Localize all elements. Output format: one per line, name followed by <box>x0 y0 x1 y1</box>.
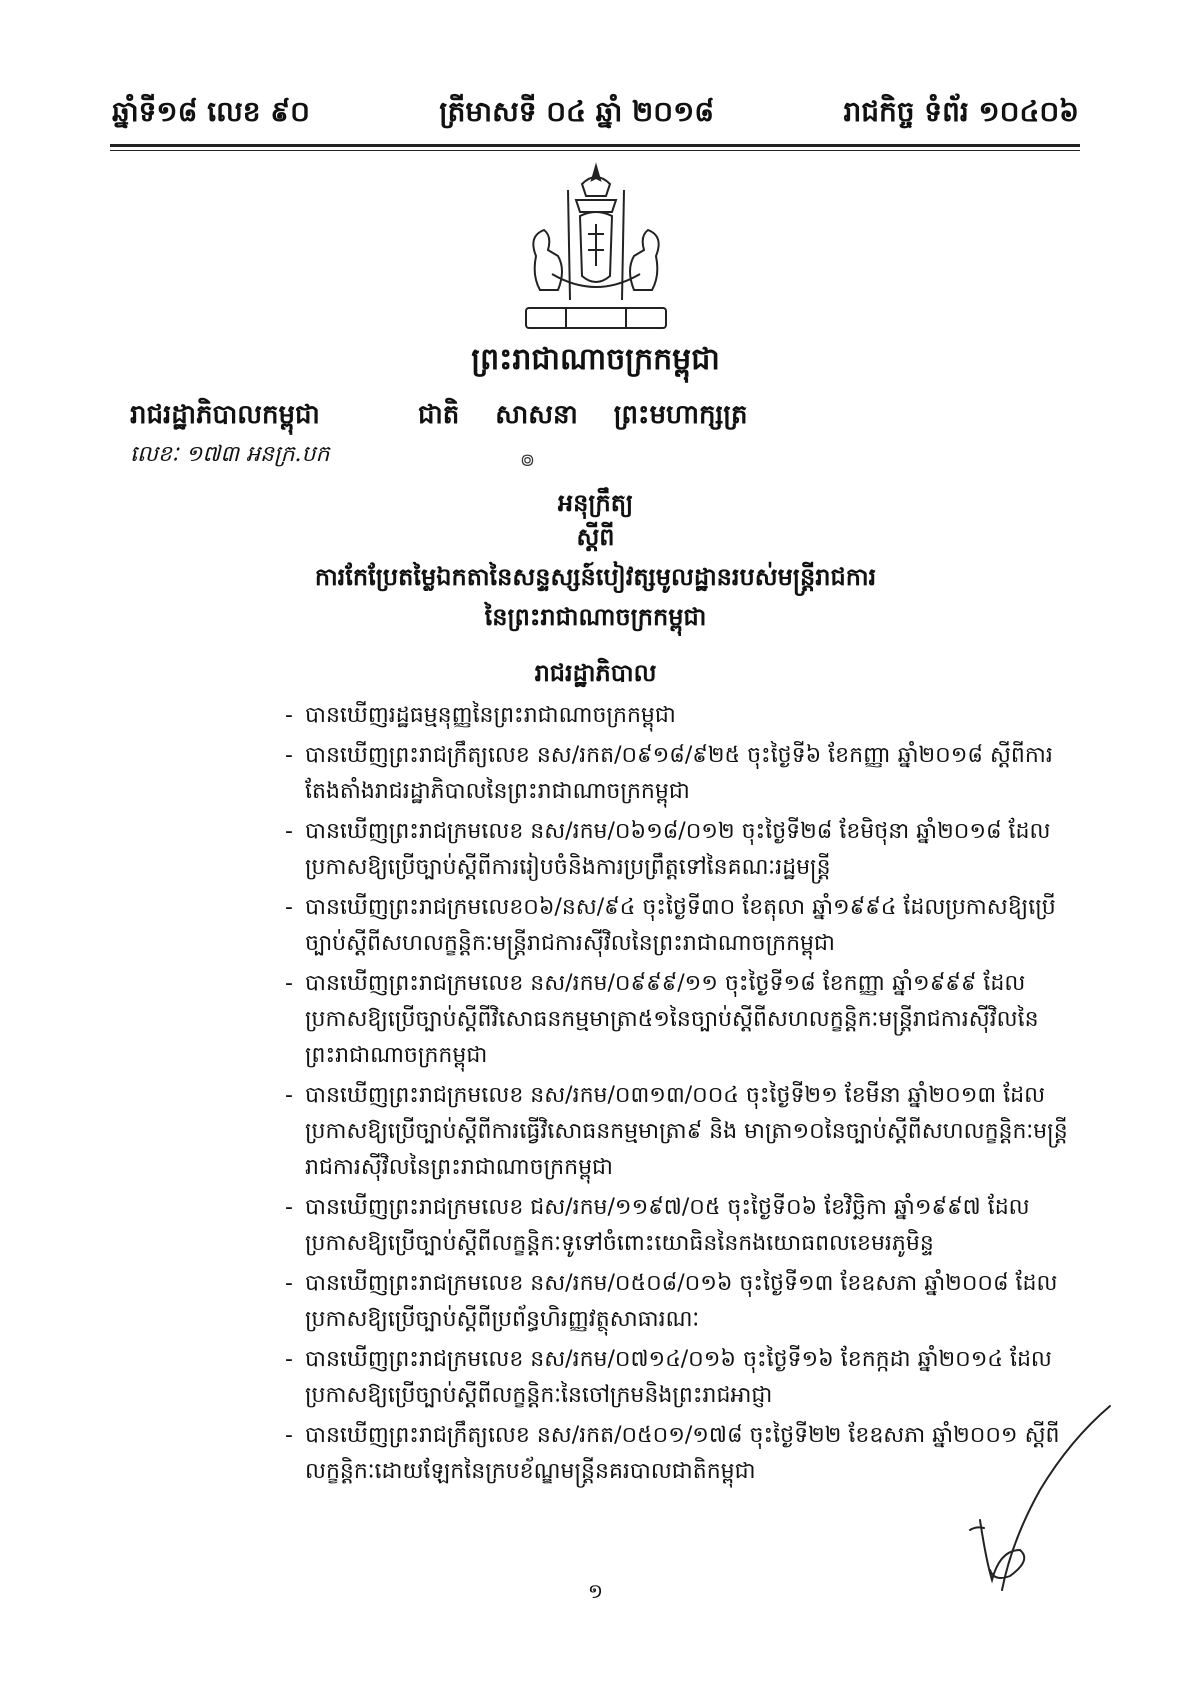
motto-king: ព្រះមហាក្សត្រ <box>613 400 748 430</box>
clause-item: - បានឃើញព្រះរាជក្រមលេខ នស/រកម/០៧១៤/០១៦ ចុះថ្ងៃទី១៦ ខែកក្កដា ឆ្នាំ២០១៤ ដែលប្រកាសឱ្យប្រើច្បាប់ស្តីពីលក្ខន្តិកៈនៃចៅក្រមនិងព្រះរាជអាជ្ញា <box>285 1342 1073 1414</box>
kingdom-title: ព្រះរាជាណាចក្រកម្ពុជា <box>471 342 720 377</box>
clause-item: - បានឃើញព្រះរាជក្រមលេខ នស/រកម/០៩៩៩/១១ ចុះថ្ងៃទី១៨ ខែកញ្ញា ឆ្នាំ១៩៩៩ ដែលប្រកាសឱ្យប្រើច្បាប់ស្តីពីវិសោធនកម្មមាត្រា៥១នៃច្បាប់ស្តីពីសហលក្ខន្តិកៈមន្ត្រីរាជការស៊ីវិលនៃព្រះរាជាណាចក្រកម្ពុជា <box>285 966 1073 1074</box>
reference-number: លេខៈ ១៧៣ អនក្រ.បក <box>130 442 330 467</box>
clause-item: - បានឃើញរដ្ឋធម្មនុញ្ញនៃព្រះរាជាណាចក្រកម្ពុជា <box>285 698 1073 734</box>
clause-item: - បានឃើញព្រះរាជក្រឹត្យលេខ នស/រកត/០៥០១/១៧៨ ចុះថ្ងៃទី២២ ខែឧសភា ឆ្នាំ២០០១ ស្តីពីលក្ខន្តិកៈដោយឡែកនៃក្របខ័ណ្ឌមន្ត្រីនគរបាលជាតិកម្ពុជា <box>285 1418 1073 1490</box>
motto-religion: សាសនា <box>495 400 578 430</box>
motto-flourish: ៙ <box>520 450 537 471</box>
clause-item: - បានឃើញព្រះរាជក្រមលេខ នស/រកម/០៦១៨/០១២ ចុះថ្ងៃទី២៨ ខែមិថុនា ឆ្នាំ២០១៨ ដែលប្រកាសឱ្យប្រើច្បាប់ស្តីពីការរៀបចំនិងការប្រព្រឹត្តទៅនៃគណៈរដ្ឋមន្ត្រី <box>285 814 1073 886</box>
gazette-header <box>112 88 1079 140</box>
royal-coat-of-arms-icon <box>506 160 686 340</box>
header-page-ref: រាជកិច្ច ទំព័រ ១០៤០៦ <box>843 94 1079 128</box>
header-quarter: ត្រីមាសទី ០៤ ឆ្នាំ ២០១៨ <box>439 94 715 128</box>
government-label: រាជរដ្ឋាភិបាលកម្ពុជា <box>130 400 320 430</box>
document-title-line-1: ការកែប្រែតម្លៃឯកតានៃសន្ទស្សន៍បៀវត្សមូលដ្ឋានរបស់មន្ត្រីរាជការ <box>314 562 877 591</box>
issuer-heading: រាជរដ្ឋាភិបាល <box>534 658 657 687</box>
clause-item: - បានឃើញព្រះរាជក្រមលេខ នស/រកម/០៣១៣/០០៤ ចុះថ្ងៃទី២១ ខែមីនា ឆ្នាំ២០១៣ ដែលប្រកាសឱ្យប្រើច្បាប់ស្តីពីការធ្វើវិសោធនកម្មមាត្រា៩ និង មាត្រា១០នៃច្បាប់ស្តីពីសហលក្ខន្តិកៈមន្ត្រីរាជការស៊ីវិលនៃព្រះរាជាណាចក្រកម្ពុជា <box>285 1078 1073 1186</box>
clause-item: - បានឃើញព្រះរាជក្រមលេខ ជស/រកម/១១៩៧/០៥ ចុះថ្ងៃទី០៦ ខែវិច្ឆិកា ឆ្នាំ១៩៩៧ ដែលប្រកាសឱ្យប្រើច្បាប់ស្តីពីលក្ខន្តិកៈទូទៅចំពោះយោធិននៃកងយោធពលខេមរភូមិន្ទ <box>285 1190 1073 1262</box>
clause-item: - បានឃើញព្រះរាជក្រមលេខ នស/រកម/០៥០៨/០១៦ ចុះថ្ងៃទី១៣ ខែឧសភា ឆ្នាំ២០០៨ ដែលប្រកាសឱ្យប្រើច្បាប់ស្តីពីប្រព័ន្ធហិរញ្ញវត្ថុសាធារណៈ <box>285 1266 1073 1338</box>
document-subject-label: ស្តីពី <box>576 522 615 551</box>
page-number: ១ <box>587 1579 604 1603</box>
document-type: អនុក្រឹត្យ <box>557 488 634 517</box>
preamble-clauses <box>285 698 1073 1494</box>
motto-nation: ជាតិ <box>418 400 460 430</box>
clause-item: - បានឃើញព្រះរាជក្រឹត្យលេខ នស/រកត/០៩១៨/៩២៥ ចុះថ្ងៃទី៦ ខែកញ្ញា ឆ្នាំ២០១៨ ស្តីពីការតែងតាំងរាជរដ្ឋាភិបាលនៃព្រះរាជាណាចក្រកម្ពុជា <box>285 738 1073 810</box>
national-motto <box>418 398 747 436</box>
clause-item: - បានឃើញព្រះរាជក្រមលេខ០៦/នស/៩៤ ចុះថ្ងៃទី៣០ ខែតុលា ឆ្នាំ១៩៩៤ ដែលប្រកាសឱ្យប្រើច្បាប់ស្តីពីសហលក្ខន្តិកៈមន្ត្រីរាជការស៊ីវិលនៃព្រះរាជាណាចក្រកម្ពុជា <box>285 890 1073 962</box>
header-issue: ឆ្នាំទី១៨ លេខ ៩០ <box>112 94 310 128</box>
document-title-line-2: នៃព្រះរាជាណាចក្រកម្ពុជា <box>484 602 707 631</box>
header-rule-thick <box>110 144 1080 147</box>
header-rule-thin <box>110 150 1080 151</box>
handwritten-signature <box>950 1400 1120 1600</box>
